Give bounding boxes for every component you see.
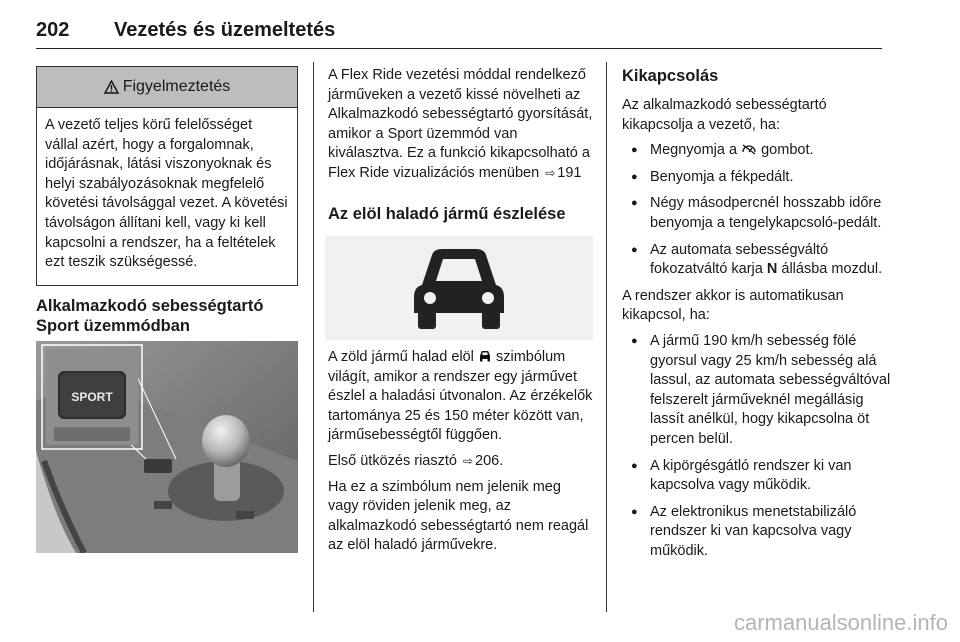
detection-heading: Az elöl haladó jármű észlelése <box>328 205 566 223</box>
flex-ride-text: A Flex Ride vezetési móddal rendelkező járműveken a vezető kissé növelheti az Alkalmazkodó sebességtartó gyorsítását, amikor a Sport üzemmód van kiválasztva. Ez a funkció kikapcsolható a Flex Ride vizualizációs menüben <box>328 67 593 181</box>
page-ref-icon: ⇨ <box>545 165 556 180</box>
list-item-text: Az automata sebességváltó fokozatváltó karja <box>650 241 829 278</box>
list-item <box>622 241 892 280</box>
page-header <box>36 16 882 49</box>
flex-ride-intro <box>328 66 594 190</box>
list-item <box>622 141 892 161</box>
driver-deactivation-list <box>622 141 892 280</box>
vehicle-ahead-small-icon <box>478 350 492 362</box>
cruise-control-cancel-icon <box>741 143 757 155</box>
warning-header <box>37 67 297 108</box>
deactivation-content <box>622 96 892 568</box>
list-item: ● Négy másodpercnél hosszabb időre benyomja a tengelykapcsoló-pedált. <box>622 194 892 233</box>
list-item-text: Megnyomja a <box>650 142 738 159</box>
sport-button-label: SPORT <box>71 390 113 404</box>
auto-deactivation-intro: A rendszer akkor is automatikusan kikapcsol, ha: <box>622 287 844 324</box>
column-divider <box>313 62 314 612</box>
page-title: Vezetés és üzemeltetés <box>114 19 336 41</box>
warning-title: Figyelmeztetés <box>122 78 231 95</box>
list-item-text: gombot. <box>761 142 814 159</box>
sport-heading: Alkalmazkodó sebességtartó Sport üzemmódban <box>36 297 264 335</box>
collision-alert-text: Első ütközés riasztó <box>328 452 457 469</box>
collision-alert-page-ref: 206. <box>475 452 504 469</box>
detection-text <box>328 348 594 562</box>
page-number: 202 <box>36 19 70 41</box>
column-divider <box>606 62 607 612</box>
list-item: ● Benyomja a fékpedált. <box>622 168 892 188</box>
flex-ride-page-ref: 191 <box>557 164 582 181</box>
vehicle-ahead-icon <box>404 241 514 335</box>
gear-position-label: N <box>766 261 778 278</box>
deactivation-heading: Kikapcsolás <box>622 67 719 85</box>
list-item: ● A jármű 190 km/h sebesség fölé gyorsul vagy 25 km/h sebesség alá lassul, az automata sebességváltóval felszerelt járműveknél megállásig lassít anélkül, hogy kikapcsolna öt percen belül. <box>622 332 892 450</box>
detection-p1-end: szimbólum világít, amikor a rendszer egy járművet észlel a haladási útvonalon. Az érzékelők tartománya 25 és 150 méter között van, járműsebességtől függően. <box>328 349 593 444</box>
list-item: ● A kipörgésgátló rendszer ki van kapcsolva vagy működik. <box>622 457 892 496</box>
auto-deactivation-list <box>622 332 892 562</box>
watermark: carmanualsonline.info <box>733 610 948 635</box>
vehicle-ahead-illustration <box>325 236 593 340</box>
warning-triangle-icon <box>104 80 119 94</box>
warning-text: A vezető teljes körű felelősséget vállal azért, hogy a forgalomnak, időjárásnak, látási viszonyoknak és helyi szabályozásoknak megfelelő követési távolsággal vezet. A követési távolságon állítani kell, vagy ki kell kapcsolni a rendszer, ha a feltételek ezt teszik szükségessé. <box>45 117 288 271</box>
deactivation-intro: Az alkalmazkodó sebességtartó kikapcsolja a vezető, ha: <box>622 97 827 133</box>
detection-p3: Ha ez a szimbólum nem jelenik meg vagy röviden jelenik meg, az alkalmazkodó sebességtartó nem reagál az elöl haladó járművekre. <box>328 478 589 554</box>
page-ref-icon: ⇨ <box>462 453 474 468</box>
list-item-text: állásba mozdul. <box>781 261 883 278</box>
sport-button-photo <box>36 341 298 553</box>
warning-box <box>36 66 298 286</box>
detection-p1-start: A zöld jármű halad elöl <box>328 349 474 365</box>
list-item: ● Az elektronikus menetstabilizáló rendszer ki van kapcsolva vagy működik. <box>622 503 892 562</box>
